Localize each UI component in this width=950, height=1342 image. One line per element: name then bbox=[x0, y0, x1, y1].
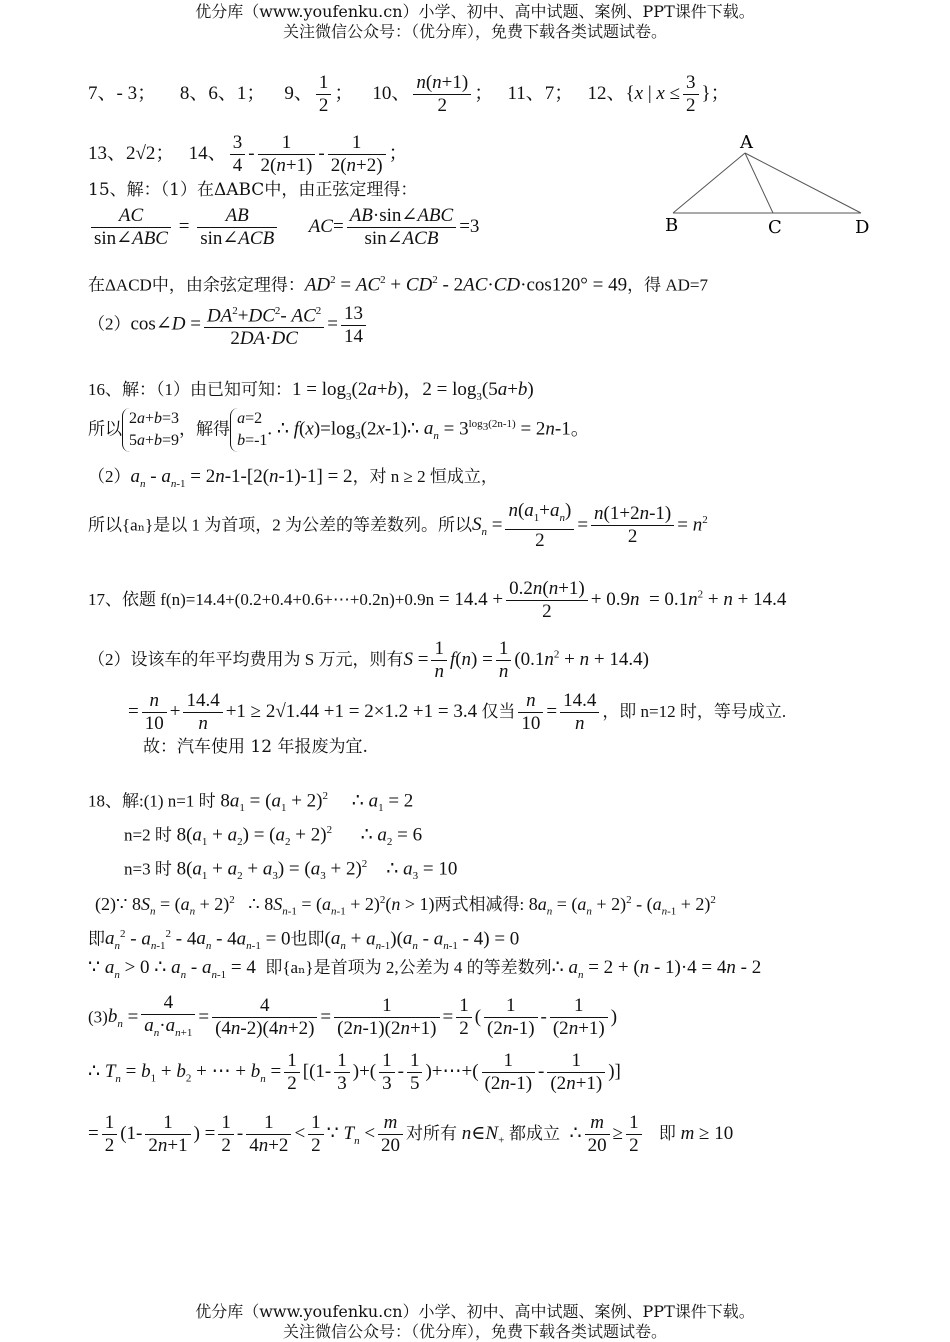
q18-n2: n=2 时 $8(a_1 + a_2) = (a_2 + 2)^2$ ∴ $a_2 = 6$ bbox=[124, 824, 423, 849]
footer-line-1: 优分库（www.youfenku.cn）小学、初中、高中试题、案例、PPT课件下载。 bbox=[195, 1302, 755, 1321]
q17-inequality: = $\frac{n}{10}$ + $\frac{14.4}{n}$ +1 ≥ 2√1.44 +1 = 2×1.2 +1 = 3.4 仅当 $\frac{n}{10}$ = $\frac{14.4}{n}$ ，即 n=12 时，等号成立. bbox=[128, 690, 787, 734]
label-b: B bbox=[665, 215, 679, 236]
q16-intro: 16、解：（1）由已知可知：$1 = \log_3(2a+b)$，$2 = \log_3(5a+b)$ bbox=[88, 379, 534, 403]
q17-intro: 17、依题 f(n)=14.4+(0.2+0.4+0.6+⋯+0.2n)+0.9n = 14.4 + $\frac{0.2n(n+1)}{2}$ + $0.9n = 0.1n^2 + n + 14.4$ bbox=[88, 578, 787, 622]
q15-cosine-law: 在ΔACD中，由余弦定理得：$AD^2 = AC^2 + CD^2 - 2AC\cdot CD\cdot\cos 120^\circ = 49$，得 AD=7 bbox=[88, 274, 708, 296]
q18-part3: $(3)b_n$ = $\frac{4}{a_n\cdot a_{n+1}}$ = $\frac{4}{(4n-2)(4n+2)}$ = $\frac{1}{(2n-1)(2n+1)}$ = $\frac{1}{2}$ ( $\frac{1}{(2n-1)}$ - $\frac{1}{(2n+1)}$ ) bbox=[88, 992, 618, 1040]
q16-part2: $(2)a_n - a_{n-1} = 2n-1-[2(n-1)-1] = 2$，对 n ≥ 2 恒成立， bbox=[88, 466, 498, 490]
header-line-2: 关注微信公众号：（优分库），免费下载各类试题试卷。 bbox=[282, 22, 667, 41]
q16-sum: 所以{aₙ}是以 1 为首项，2 为公差的等差数列。所以$S_n$ = $\frac{n(a_1+a_n)}{2}$ = $\frac{n(1+2n-1)}{2}$ = $n^2$ bbox=[88, 500, 708, 551]
q16-system: 所以2a+b=3 5a+b=9，解得a=2 b=-1. ∴ $f(x)=\log_3(2x-1)\therefore$ $a_n = 3^{log_3(2n-1)} = 2n-1$。 bbox=[88, 408, 590, 452]
q18-n1: 18、解:(1) n=1 时 $8a_1 = (a_1 + 2)^2$ ∴ $a_1 = 2$ bbox=[88, 790, 414, 815]
label-c: C bbox=[768, 217, 782, 238]
q18-tn: ∴ $T_n = b_1 + b_2$ + ⋯ + $b_n$ = $\frac{1}{2}$ [(1- $\frac{1}{3}$ )+( $\frac{1}{3}$ - $\frac{1}{5}$ )+⋯+( $\frac{1}{(2n-1)}$ - $\frac{1}{(2n+1)}$ )] bbox=[88, 1050, 621, 1094]
triangle-figure bbox=[655, 128, 880, 243]
q17-conclusion: 故：汽车使用 12 年报废为宜. bbox=[143, 737, 368, 757]
label-d: D bbox=[855, 217, 870, 238]
header-line-1: 优分库（www.youfenku.cn）小学、初中、高中试题、案例、PPT课件下载。 bbox=[195, 2, 755, 21]
answers-7-12: 7、- 3； 8、6、1； 9、 $\frac{1}{2}$ ； 10、 $\frac{n(n+1)}{2}$ ； 11、7； 12、{x | x ≤ $\frac{3}{2}$ }； bbox=[88, 72, 730, 116]
label-a: A bbox=[740, 132, 753, 153]
footer-line-2: 关注微信公众号：（优分库），免费下载各类试题试卷。 bbox=[282, 1322, 667, 1341]
q15-intro: 15、解：（1）在ΔABC中，由正弦定理得： bbox=[88, 180, 418, 200]
q18-conclusion: = $\frac{1}{2}$ (1- $\frac{1}{2n+1}$ ) = $\frac{1}{2}$ - $\frac{1}{4n+2}$ < $\frac{1}{2}$ ∵ $T_n$ < $\frac{m}{20}$ 对所有 $n\in N_+$ 都成立 ∴ $\frac{m}{20}$ ≥ $\frac{1}{2}$ 即 m ≥ 10 bbox=[88, 1112, 734, 1156]
q18-part2: (2)∵ $8S_n = (a_n + 2)^2$ ∴ $8S_{n-1} = (a_{n-1} + 2)^2(n > 1)$两式相减得: $8a_n = (a_n + 2)^2 - (a_{n-1} + 2)^2$ bbox=[95, 894, 716, 918]
answers-13-14: 13、2√2； 14、 $\frac{3}{4}$ - $\frac{1}{2(n+1)}$ - $\frac{1}{2(n+2)}$ ； bbox=[88, 132, 408, 176]
q15-part2: （2）cos∠D = $\frac{DA^2+DC^2- AC^2}{2DA\cdot DC}$ = $\frac{13}{14}$ bbox=[88, 300, 369, 350]
q18-general-term: ∵ $a_n > 0$ ∴ $a_n - a_{n-1} = 4$ 即{aₙ}是首项为 2,公差为 4 的等差数列∴ $a_n = 2 + (n - 1)\cdot 4 = 4n - 2$ bbox=[88, 957, 762, 981]
q17-part2: （2）设该车的年平均费用为 S 万元，则有S = $\frac{1}{n}$ f(n) = $\frac{1}{n}$ $(0.1n^2 + n + 14.4)$ bbox=[88, 638, 649, 682]
q18-n3: n=3 时 $8(a_1 + a_2 + a_3) = (a_3 + 2)^2$ ∴ $a_3 = 10$ bbox=[124, 858, 458, 883]
q18-factor: 即$a_n^2 - a_{n-1}^2 - 4a_n - 4a_{n-1} = 0$也即$(a_n + a_{n-1})(a_n - a_{n-1} - 4) = 0$ bbox=[88, 928, 520, 953]
q15-sine-law: AC sin∠ABC = AB sin∠ACB AC= AB·sin∠ABC sin∠ACB =3 bbox=[88, 205, 479, 250]
